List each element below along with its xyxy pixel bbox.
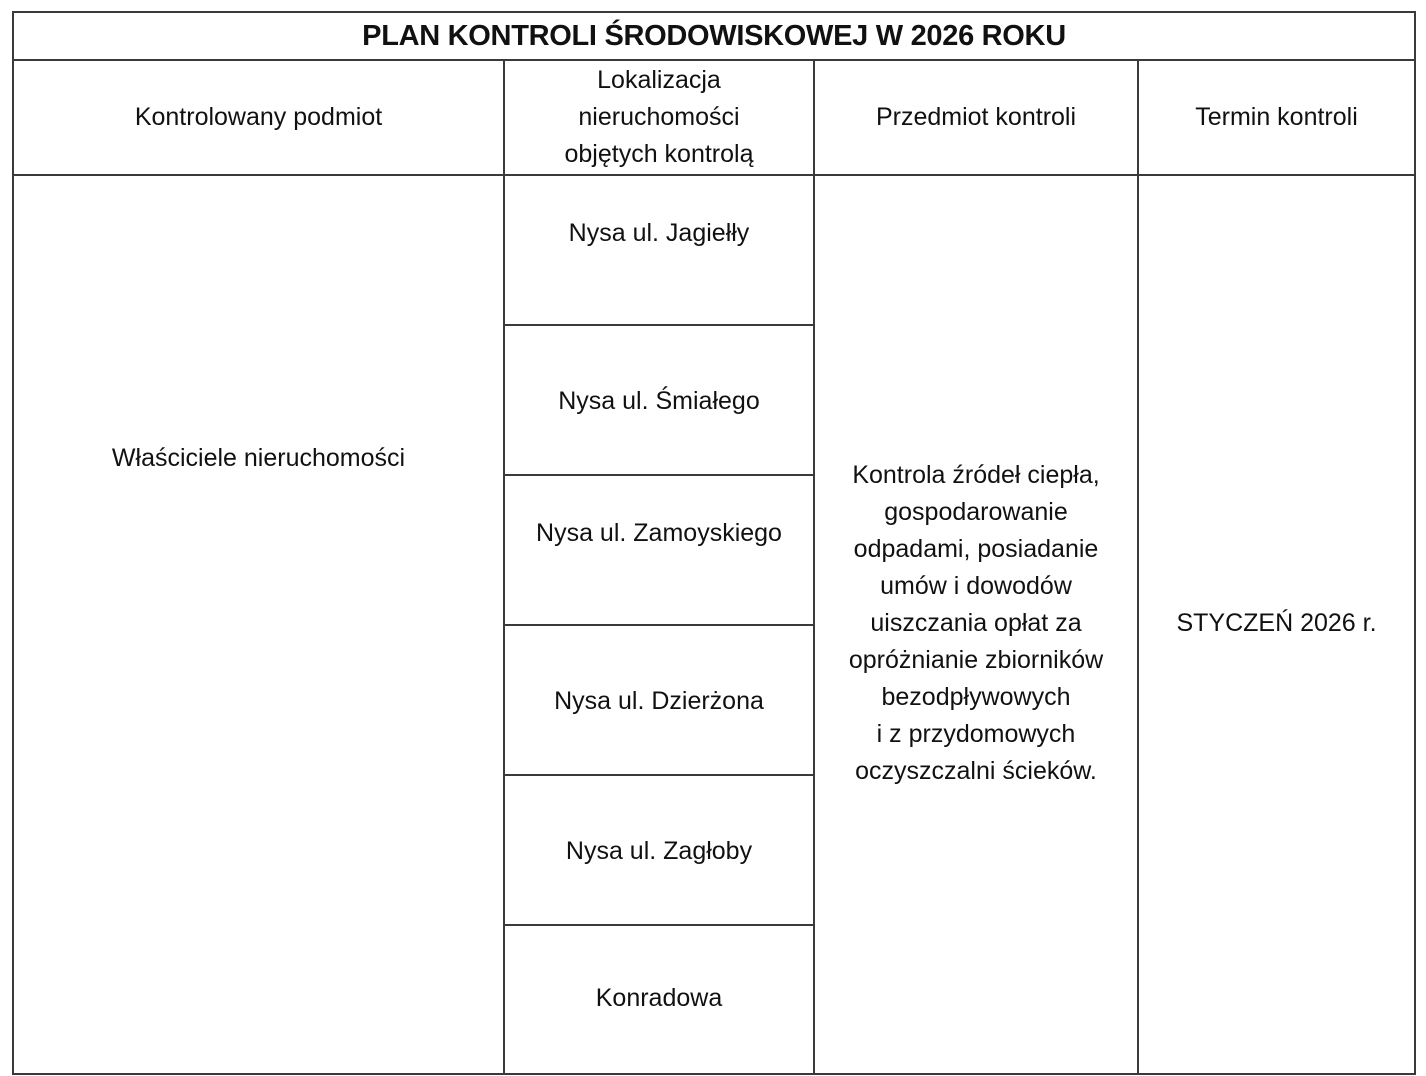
- location-text: Nysa ul. Śmiałego: [558, 386, 760, 415]
- deadline-text: STYCZEŃ 2026 r.: [1176, 609, 1377, 637]
- header-cell-subject: [14, 61, 503, 174]
- control-plan-table: [12, 11, 1416, 1075]
- location-text: Nysa ul. Zamoyskiego: [536, 519, 782, 547]
- header-subject-label: Kontrolowany podmiot: [134, 103, 383, 131]
- subject-text: Właściciele nieruchomości: [111, 444, 406, 472]
- location-cell: [505, 626, 813, 776]
- location-cell: [505, 926, 813, 1071]
- location-cell: [505, 326, 813, 476]
- location-text: Nysa ul. Zagłoby: [565, 836, 753, 865]
- header-cell-scope: [815, 61, 1137, 174]
- location-text: Nysa ul. Jagiełły: [568, 219, 750, 247]
- header-cell-location: [505, 61, 813, 174]
- header-scope-label: Przedmiot kontroli: [875, 103, 1077, 131]
- header-deadline-label: Termin kontroli: [1195, 103, 1358, 131]
- scope-cell: [815, 176, 1137, 1071]
- header-location-label: Lokalizacja nieruchomości objętych kontrolą: [564, 66, 754, 168]
- table-title: PLAN KONTROLI ŚRODOWISKOWEJ W 2026 ROKU: [14, 13, 1414, 61]
- location-text: Nysa ul. Dzierżona: [554, 686, 764, 715]
- scope-text: Kontrola źródeł ciepła, gospodarowanie odpadami, posiadanie umów i dowodów uiszczania opłat za opróżnianie zbiorników bezodpływowych i z przydomowych oczyszczalni ścieków.: [848, 461, 1104, 785]
- deadline-cell: [1139, 176, 1414, 1071]
- location-cell: [505, 476, 813, 591]
- location-cell: [505, 776, 813, 926]
- subject-cell: [14, 176, 503, 741]
- location-text: Konradowa: [595, 984, 723, 1012]
- location-cell: [505, 176, 813, 291]
- header-cell-deadline: [1139, 61, 1414, 174]
